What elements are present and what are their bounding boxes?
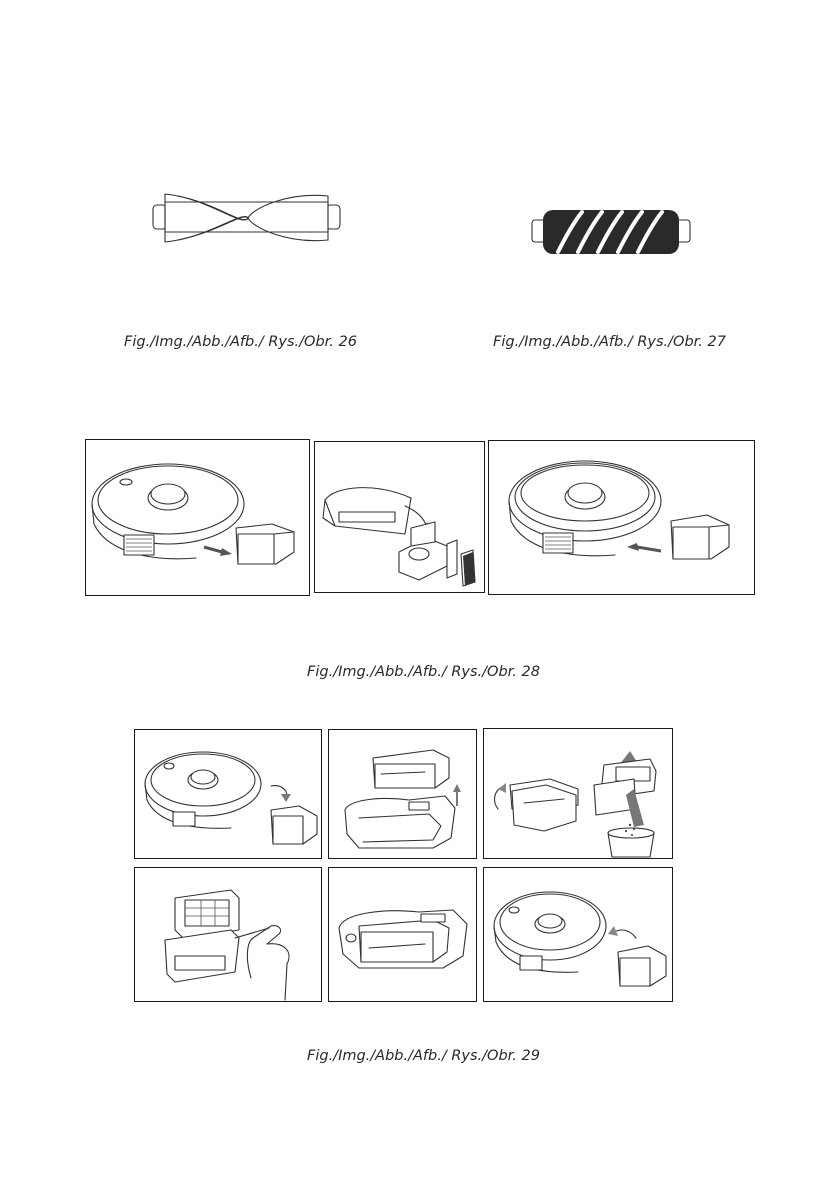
caption-figure-29: Fig./Img./Abb./Afb./ Rys./Obr. 29 xyxy=(307,1048,540,1064)
clean-filter-illustration xyxy=(135,868,321,1001)
figure-29-panel-empty-dust xyxy=(483,728,673,859)
robot-reinsert-dustbin-illustration xyxy=(489,441,754,594)
figure-28-panel-remove-dustbin xyxy=(85,439,310,596)
empty-dust-illustration xyxy=(484,729,672,858)
robot-remove-dustbin-illustration xyxy=(86,440,309,595)
caption-figure-28: Fig./Img./Abb./Afb./ Rys./Obr. 28 xyxy=(307,664,540,680)
open-dustbin-illustration xyxy=(315,442,484,592)
figure-29-panel-separate-tank xyxy=(328,729,477,859)
caption-figure-27: Fig./Img./Abb./Afb./ Rys./Obr. 27 xyxy=(493,334,726,350)
figure-29-panel-reinsert-tank xyxy=(483,867,673,1002)
figure-28-panel-reinsert-dustbin xyxy=(488,440,755,595)
separate-tank-illustration xyxy=(329,730,476,858)
robot-remove-tank-illustration xyxy=(135,730,321,858)
figure-29-panel-remove-tank xyxy=(134,729,322,859)
bristle-brush-illustration xyxy=(530,206,692,258)
figure-28-panel-open-dustbin xyxy=(314,441,485,593)
rubber-brush-illustration xyxy=(148,188,348,248)
figure-27-bristle-brush xyxy=(530,206,692,258)
figure-29-panel-reassemble-tank xyxy=(328,867,477,1002)
caption-figure-26: Fig./Img./Abb./Afb./ Rys./Obr. 26 xyxy=(124,334,357,350)
figure-26-rubber-brush xyxy=(148,188,348,248)
figure-29-panel-clean-filter xyxy=(134,867,322,1002)
reassemble-tank-illustration xyxy=(329,868,476,1001)
robot-reinsert-tank-illustration xyxy=(484,868,672,1001)
